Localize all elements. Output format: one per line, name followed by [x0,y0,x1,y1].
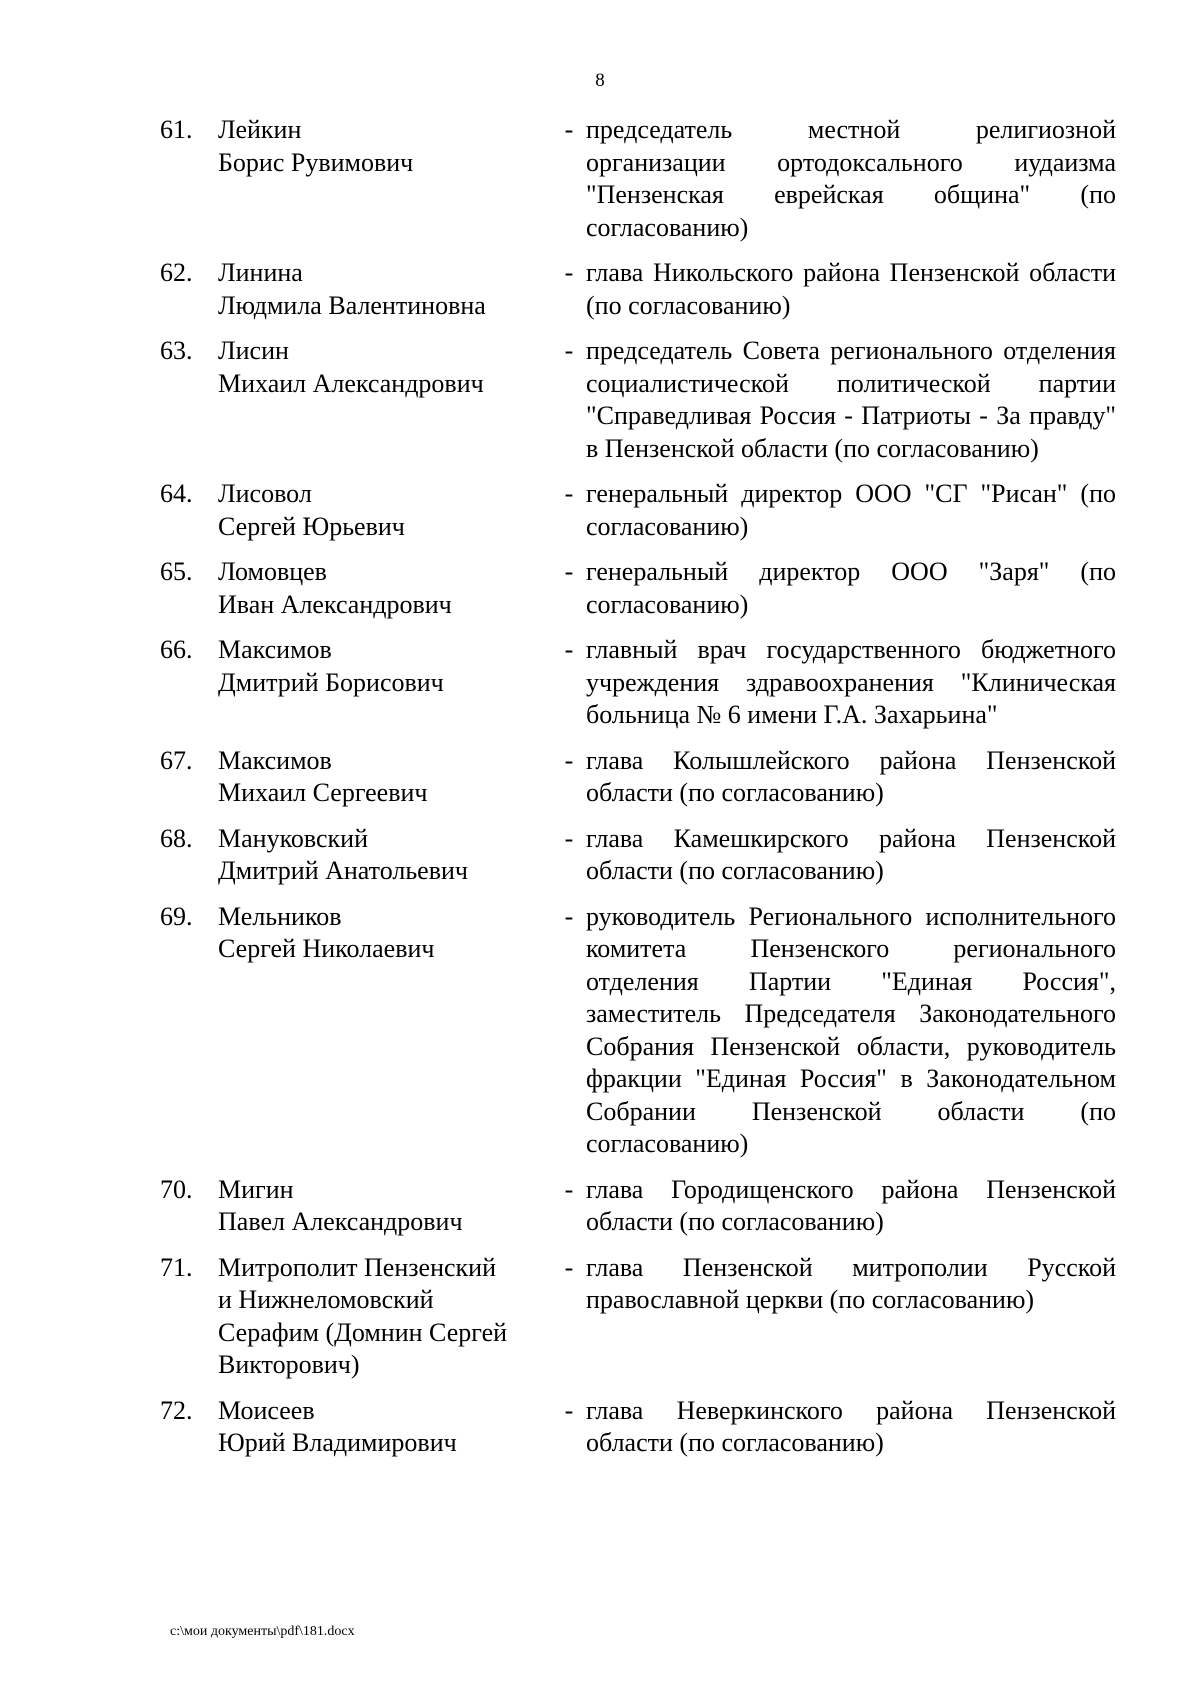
entry-dash: - [564,479,574,508]
entry-name: Моисеев Юрий Владимирович [218,1395,457,1457]
entry-name: Лейкин Борис Рувимович [218,115,414,177]
entry-name: Ломовцев Иван Александрович [218,557,452,619]
entry-name: Лисовол Сергей Юрьевич [218,479,405,541]
entry-dash: - [564,557,574,586]
entry-number: 61. [160,115,193,144]
entry-dash: - [564,1395,574,1425]
entry-number: 62. [160,258,193,287]
entry-name: Мигин Павел Александрович [218,1174,463,1236]
entry-dash: - [564,823,574,853]
entry-position: генеральный директор ООО "СГ "Рисан" (по согласованию) [586,479,1116,541]
entry-position: глава Неверкинского района Пензенской области (по согласованию) [586,1395,1116,1457]
entry-dash: - [564,901,574,931]
entry-position: генеральный директор ООО "Заря" (по согласованию) [586,557,1116,619]
list-item [160,634,1140,732]
file-path-footer: c:\мои документы\pdf\181.docx [170,1624,355,1639]
list-item [160,745,1140,810]
list-item [160,257,1140,322]
entry-name: Линина Людмила Валентиновна [218,258,486,320]
entry-position: глава Никольского района Пензенской области (по согласованию) [586,258,1116,320]
member-list [160,114,1140,1473]
list-item [160,335,1140,465]
entry-number: 66. [160,635,193,664]
entry-dash: - [564,1252,574,1282]
entry-name: Максимов Михаил Сергеевич [218,745,428,807]
list-item [160,114,1140,244]
entry-number: 70. [160,1174,193,1204]
entry-number: 67. [160,745,193,775]
entry-position: глава Камешкирского района Пензенской области (по согласованию) [586,823,1116,885]
entry-number: 68. [160,823,193,853]
entry-number: 65. [160,557,193,586]
entry-position: глава Городищенского района Пензенской области (по согласованию) [586,1174,1116,1236]
entry-dash: - [564,1174,574,1204]
entry-name: Лисин Михаил Александрович [218,336,484,398]
list-item [160,823,1140,888]
entry-number: 64. [160,479,193,508]
entry-name: Митрополит Пензенский и Нижнеломовский Серафим (Домнин Сергей Викторович) [218,1252,508,1379]
entry-position: руководитель Регионального исполнительного комитета Пензенского регионального отделения Партии "Единая Россия", заместитель Председателя Законодательного Собрания Пензенской области, руководитель фракции "Единая Россия" в Законодательном Собрании Пензенской области (по согласованию) [586,901,1116,1158]
entry-name: Мануковский Дмитрий Анатольевич [218,823,468,885]
entry-position: главный врач государственного бюджетного учреждения здравоохранения "Клиническая больница № 6 имени Г.А. Захарьина" [586,635,1116,729]
entry-number: 71. [160,1252,193,1282]
entry-dash: - [564,745,574,775]
entry-dash: - [564,336,574,365]
entry-position: председатель Совета регионального отделения социалистической политической партии "Справедливая Россия - Патриоты - За правду" в Пензенской области (по согласованию) [586,336,1116,463]
list-item [160,1395,1140,1460]
entry-number: 72. [160,1395,193,1425]
entry-position: глава Пензенской митрополии Русской православной церкви (по согласованию) [586,1252,1116,1314]
entry-name: Мельников Сергей Николаевич [218,901,435,963]
entry-number: 63. [160,336,193,365]
list-item [160,556,1140,621]
entry-dash: - [564,635,574,664]
list-item [160,478,1140,543]
list-item [160,901,1140,1161]
entry-number: 69. [160,901,193,931]
list-item [160,1174,1140,1239]
entry-dash: - [564,258,574,287]
entry-position: глава Колышлейского района Пензенской области (по согласованию) [586,745,1116,807]
entry-position: председатель местной религиозной организации ортодоксального иудаизма "Пензенская еврейская община" (по согласованию) [586,115,1116,242]
page-number: 8 [595,70,605,91]
entry-name: Максимов Дмитрий Борисович [218,635,444,697]
entry-dash: - [564,115,574,144]
list-item [160,1252,1140,1382]
